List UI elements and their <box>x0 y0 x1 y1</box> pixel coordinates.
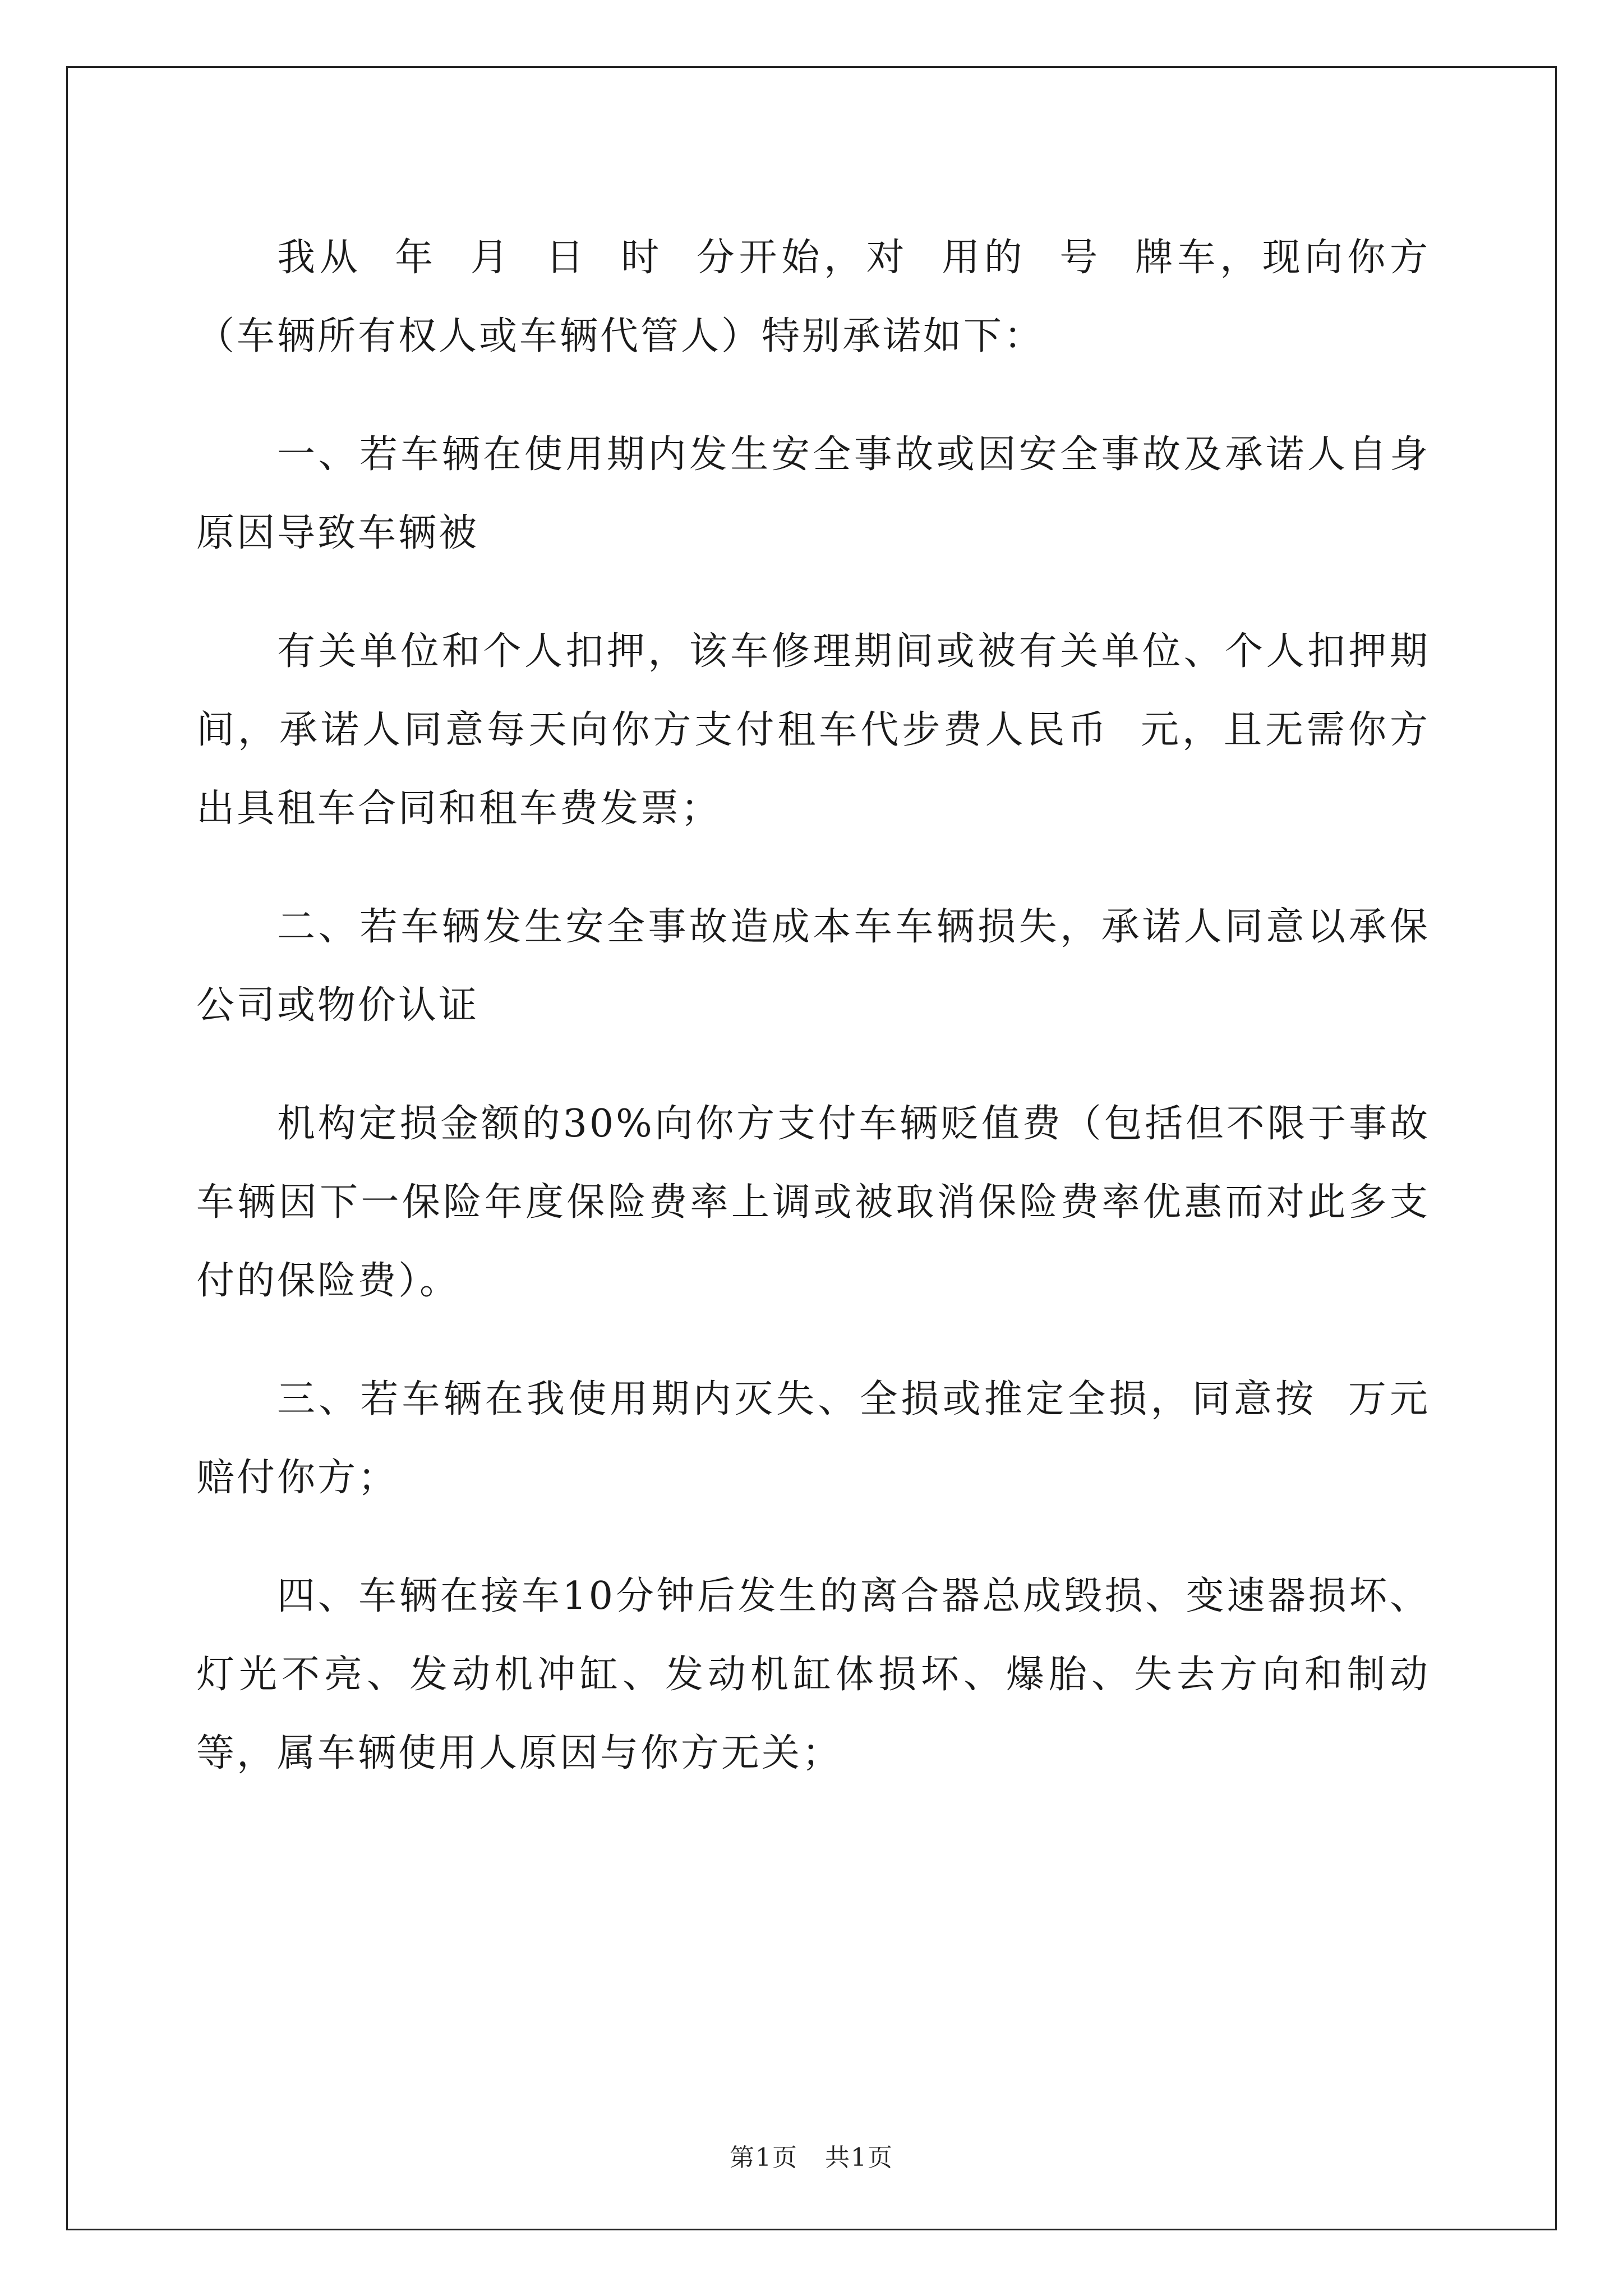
page-number-footer: 第1页 共1页 <box>730 2143 893 2172</box>
paragraph-clause-2-continued: 机构定损金额的30%向你方支付车辆贬值费（包括但不限于事故车辆因下一保险年度保险费率上调或被取消保险费率优惠而对此多支付的保险费）。 <box>196 1102 1430 1303</box>
document-body <box>196 219 1430 1833</box>
paragraph-clause-2: 二、若车辆发生安全事故造成本车车辆损失，承诺人同意以承保公司或物价认证 <box>196 905 1430 1028</box>
paragraph-clause-1-continued: 有关单位和个人扣押，该车修理期间或被有关单位、个人扣押期间，承诺人同意每天向你方支付租车代步费人民币 元，且无需你方出具租车合同和租车费发票； <box>196 629 1430 831</box>
paragraph-intro: 我从 年 月 日 时 分开始，对 用的 号 牌车，现向你方（车辆所有权人或车辆代管人）特别承诺如下： <box>196 236 1430 358</box>
paragraph-clause-4: 四、车辆在接车10分钟后发生的离合器总成毁损、变速器损坏、灯光不亮、发动机冲缸、发动机缸体损坏、爆胎、失去方向和制动等，属车辆使用人原因与你方无关； <box>196 1574 1430 1775</box>
paragraph-clause-1: 一、若车辆在使用期内发生安全事故或因安全事故及承诺人自身原因导致车辆被 <box>196 432 1430 555</box>
paragraph-clause-3: 三、若车辆在我使用期内灭失、全损或推定全损，同意按 万元赔付你方； <box>196 1377 1430 1500</box>
